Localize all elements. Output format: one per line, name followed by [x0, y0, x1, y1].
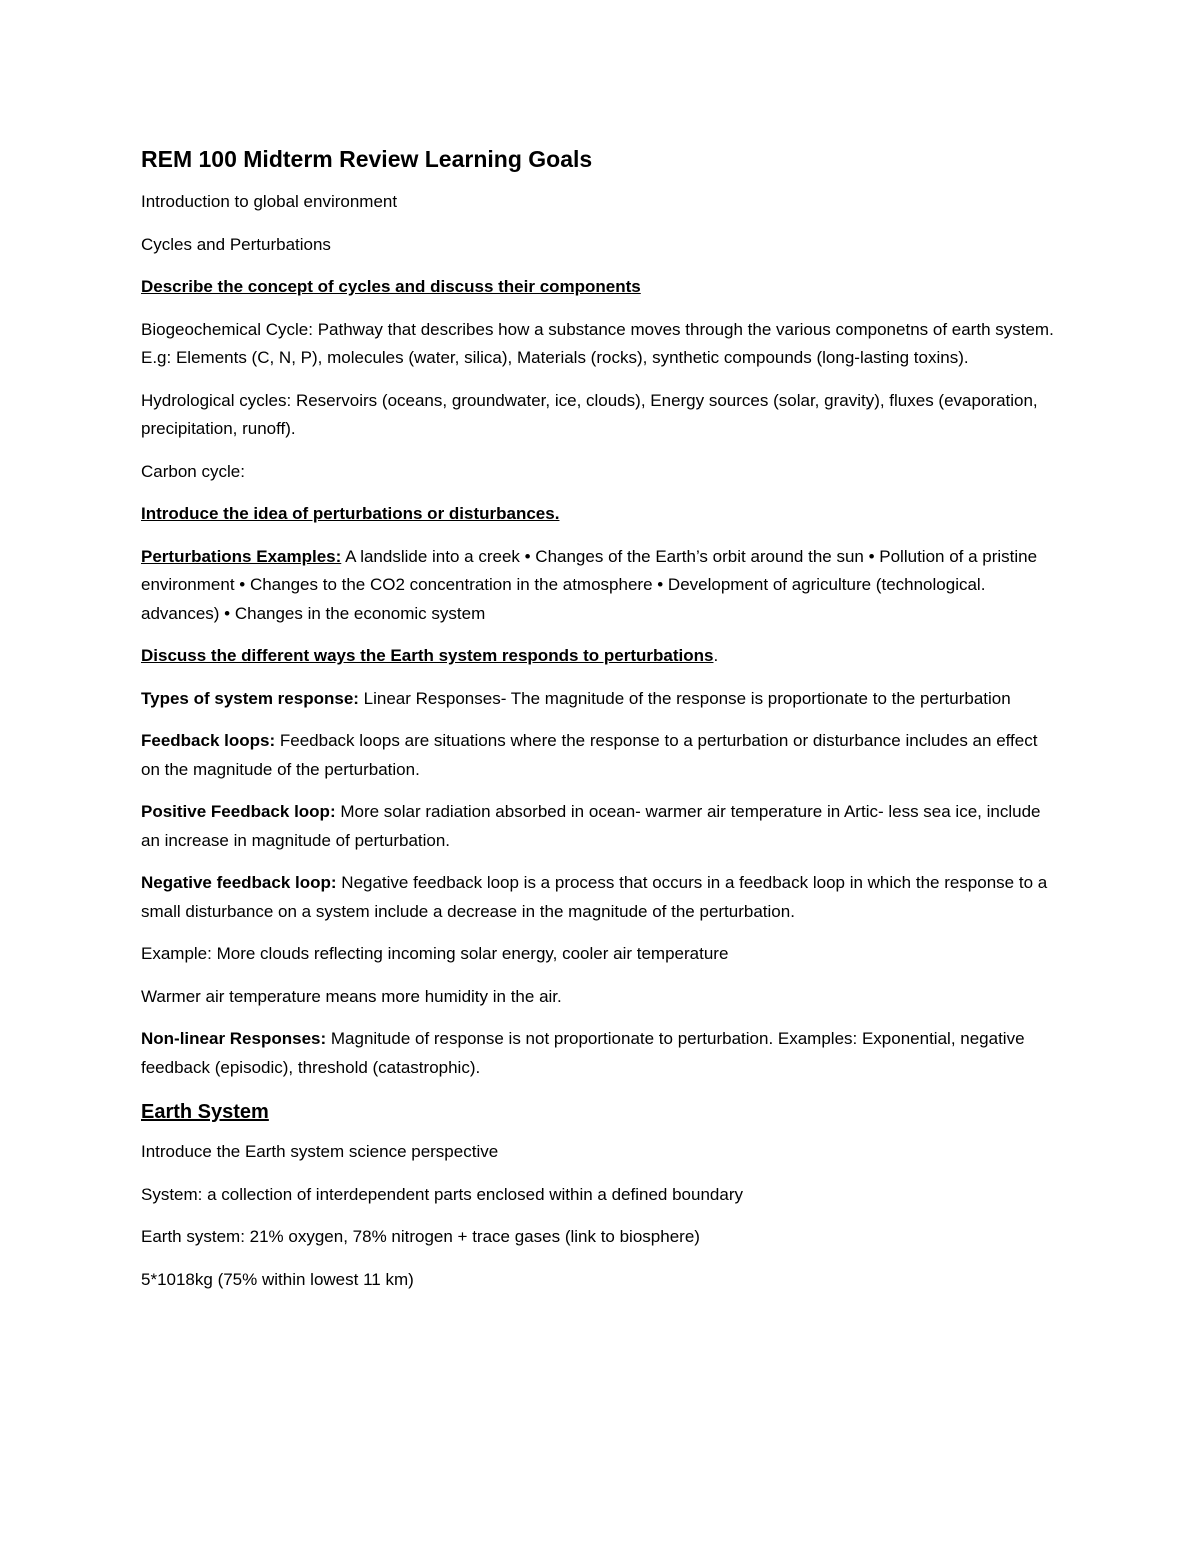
positive-feedback-text: More solar radiation absorbed in ocean- warmer air temperature in Artic- less sea ice, include an increase in magnitude of perturbation. — [141, 802, 1041, 850]
earth-intro-paragraph: Introduce the Earth system science perspective — [141, 1142, 499, 1161]
positive-feedback-term: Positive Feedback loop: — [141, 802, 336, 821]
system-definition-paragraph: System: a collection of interdependent parts enclosed within a defined boundary — [141, 1184, 743, 1204]
carbon-paragraph: Carbon cycle: — [141, 461, 245, 481]
positive-feedback-paragraph — [141, 798, 1060, 855]
feedback-loops-paragraph — [141, 727, 1060, 784]
document-title: REM 100 Midterm Review Learning Goals — [141, 146, 593, 172]
cycles-heading: Cycles and Perturbations — [141, 234, 331, 254]
non-linear-term: Non-linear Responses: — [141, 1029, 327, 1048]
negative-feedback-text: Negative feedback loop is a process that occurs in a feedback loop in which the response to a small disturbance on a system include a decrease in the magnitude of the perturbation. — [141, 873, 1048, 921]
biogeochemical-paragraph: Biogeochemical Cycle: Pathway that describes how a substance moves through the various componetns of earth system. E.g: Elements (C, N, P), molecules (water, silica), Materials (rocks), synthetic compounds (long-lasting toxins). — [141, 319, 1054, 367]
earth-system-heading: Earth System — [141, 1101, 269, 1123]
goal-cycles — [141, 273, 1060, 302]
types-response-paragraph — [141, 685, 1060, 714]
non-linear-paragraph — [141, 1025, 1060, 1082]
goal-responses-text: Discuss the different ways the Earth system responds to perturbations — [141, 646, 714, 665]
goal-responses — [141, 642, 1060, 671]
perturbation-examples-text: A landslide into a creek • Changes of the Earth’s orbit around the sun • Pollution of a pristine environment • Changes to the CO2 concentration in the atmosphere • Development of agriculture (technological. advances) • Changes in the economic system — [141, 546, 1038, 623]
negative-feedback-paragraph — [141, 869, 1060, 926]
types-response-text: Linear Responses- The magnitude of the response is proportionate to the perturbation — [358, 688, 1011, 708]
intro-line: Introduction to global environment — [141, 192, 398, 211]
goal-responses-period: . — [713, 646, 719, 665]
goal-cycles-text: Describe the concept of cycles and discuss their components — [141, 277, 641, 296]
earth-mass-paragraph: 5*1018kg (75% within lowest 11 km) — [141, 1269, 414, 1289]
types-response-term: Types of system response: — [141, 688, 359, 708]
earth-gases-paragraph: Earth system: 21% oxygen, 78% nitrogen + trace gases (link to biosphere) — [141, 1227, 700, 1246]
example-clouds-paragraph: Example: More clouds reflecting incoming solar energy, cooler air temperature — [141, 944, 729, 963]
negative-feedback-term: Negative feedback loop: — [141, 873, 337, 892]
feedback-loops-text: Feedback loops are situations where the response to a perturbation or disturbance includes an effect on the magnitude of the perturbation. — [141, 731, 1038, 779]
non-linear-text: Magnitude of response is not proportionate to perturbation. Examples: Exponential, negative feedback (episodic), threshold (catastrophic). — [141, 1029, 1025, 1077]
warmer-air-paragraph: Warmer air temperature means more humidity in the air. — [141, 986, 562, 1006]
perturbation-examples-term: Perturbations Examples: — [141, 546, 342, 566]
hydrological-paragraph: Hydrological cycles: Reservoirs (oceans, groundwater, ice, clouds), Energy sources (solar, gravity), fluxes (evaporation, precipitation, runoff). — [141, 390, 1038, 438]
goal-perturbations — [141, 500, 1060, 529]
goal-perturbations-text: Introduce the idea of perturbations or disturbances. — [141, 504, 560, 523]
perturbation-examples-paragraph — [141, 543, 1060, 629]
feedback-loops-term: Feedback loops: — [141, 731, 276, 750]
